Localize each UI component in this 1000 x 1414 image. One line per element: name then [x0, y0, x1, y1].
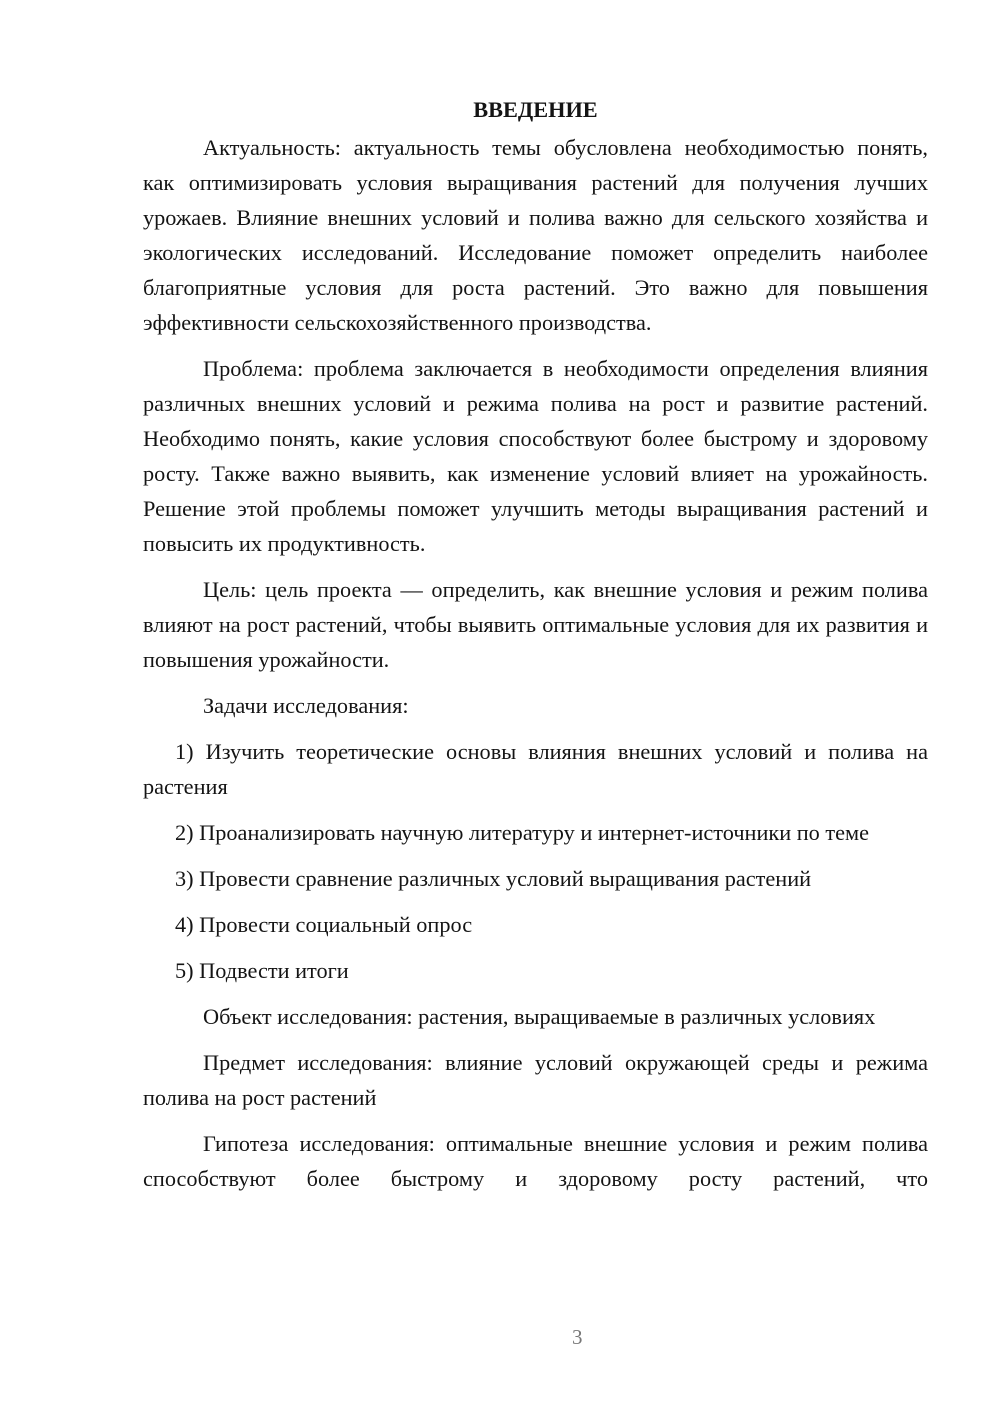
- task-item: 3) Провести сравнение различных условий выращивания растений: [175, 866, 812, 891]
- object-paragraph: Объект исследования: растения, выращиваемые в различных условиях: [203, 1004, 876, 1029]
- hypothesis-paragraph: Гипотеза исследования: оптимальные внешние условия и режим полива способствуют более быстрому и здоровому росту растений, что: [143, 1131, 928, 1191]
- task-item: 4) Провести социальный опрос: [175, 912, 473, 937]
- page-number: 3: [572, 1325, 583, 1349]
- task-item: 2) Проанализировать научную литературу и интернет-источники по теме: [175, 820, 870, 845]
- goal-paragraph: Цель: цель проекта — определить, как внешние условия и режим полива влияют на рост растений, чтобы выявить оптимальные условия для их развития и повышения урожайности.: [143, 577, 928, 672]
- problem-paragraph: Проблема: проблема заключается в необходимости определения влияния различных внешних условий и режима полива на рост и развитие растений. Необходимо понять, какие условия способствуют более быстрому и здоровому росту. Также важно выявить, как изменение условий влияет на урожайность. Решение этой проблемы поможет улучшить методы выращивания растений и повысить их продуктивность.: [143, 356, 928, 556]
- relevance-paragraph: Актуальность: актуальность темы обусловлена необходимостью понять, как оптимизировать условия выращивания растений для получения лучших урожаев. Влияние внешних условий и полива важно для сельского хозяйства и экологических исследований. Исследование поможет определить наиболее благоприятные условия для роста растений. Это важно для повышения эффективности сельскохозяйственного производства.: [143, 135, 928, 335]
- section-title: ВВЕДЕНИЕ: [473, 97, 598, 122]
- task-item: 5) Подвести итоги: [175, 958, 349, 983]
- tasks-heading: Задачи исследования:: [203, 693, 409, 718]
- task-item: 1) Изучить теоретические основы влияния внешних условий и полива на растения: [143, 739, 928, 799]
- subject-paragraph: Предмет исследования: влияние условий окружающей среды и режима полива на рост растений: [143, 1050, 928, 1110]
- document-page: [143, 95, 928, 1196]
